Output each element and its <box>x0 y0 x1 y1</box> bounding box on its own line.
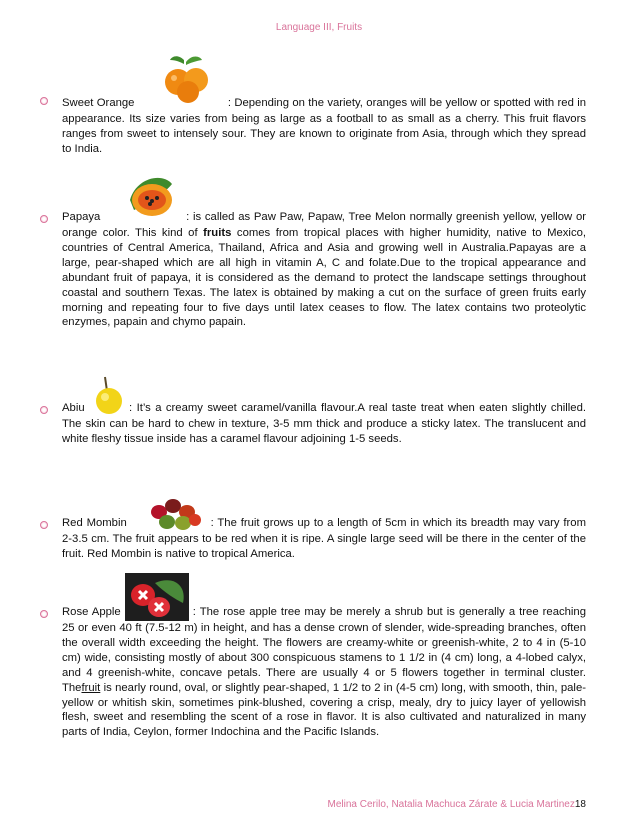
entry-name: Abiu <box>62 402 85 414</box>
entry-name: Rose Apple <box>62 606 121 618</box>
entry-paragraph: Sweet Orange : Depending on the variety, oranges will be yellow or spotted with red in appearance. Its size varies from being as large as a football to as small as a cherry. This fruit flavors ranges from sweet to intensely sour. They are known to originate from Asia, through which they spread to India. <box>62 86 586 157</box>
page-footer <box>0 799 586 810</box>
entry-paragraph: Abiu : It’s a creamy sweet caramel/vanilla flavour.A real taste treat when eaten slightly chilled. The skin can be hard to chew in texture, 3-5 mm thick and produce a sticky latex. The translucent and white fleshy tissue inside has a caramel flavour adjoining 1-5 seeds. <box>62 401 586 447</box>
page-header: Language III, Fruits <box>275 22 363 33</box>
abiu-fruit-icon <box>93 403 123 417</box>
bullet-icon <box>40 610 48 618</box>
bullet-icon <box>40 215 48 223</box>
entry-name: Red Mombin <box>62 517 127 529</box>
orange-fruit-icon <box>156 86 220 112</box>
red-mombin-fruit-icon <box>147 518 203 532</box>
entry-sweet-orange <box>62 86 586 157</box>
entry-name: Sweet Orange <box>62 97 135 109</box>
entry-name: Papaya <box>62 211 101 223</box>
entry-abiu <box>62 401 586 447</box>
entry-paragraph: Rose Apple : The rose apple tree may be merely a shrub but is generally a tree reaching 25 or even 40 ft (7.5-12 m) in height, and has a dense crown of slender, wide-spreading branches, often the overall width exceeding the height. The flowers are creamy-white or greenish-white, 2 to 4 in (5-10 cm) wide, consisting mostly of about 300 conspicuous stamens to 1 1/2 in (4 cm) long, a 4-lobed calyx, and 4 greenish-white, concave petals. There are usually 4 or 5 flowers together in terminal cluster. Thefruit is nearly round, oval, or slightly pear-shaped, 1 1/2 to 2 in (4-5 cm) long, with smooth, thin, pale-yellow or whitish skin, sometimes pink-blushed, covering a crisp, mealy, dry to juicy layer of yellowish flesh, sweet and resembling the scent of a rose in flavor. It is also cultivated and naturalized in many parts of India, Ceylon, former Indochina and the Pacific Islands. <box>62 605 586 740</box>
rose-apple-fruit-icon <box>125 607 189 621</box>
entry-paragraph: Papaya : is called as Paw Paw, Papaw, Tree Melon normally greenish yellow, yellow or orange color. This kind of fruits comes from tropical places with higher humidity, native to Mexico, countries of Central America, Thailand, Africa and Asia and growing well in Australia.Papayas are a large, pear-shaped which are all high in vitamin A, C and folate.Due to the tropical appearance and abundant fruit of papaya, it is considered as the demand to protect the landscape settings throughout coastal and southern Texas. The latex is obtained by making a cut on the surface of green fruits early morning and repeating four to five days until latex ceases to flow. The latex contains two proteolytic enzymes, papain and chymo papain. <box>62 210 586 330</box>
bullet-icon <box>40 97 48 105</box>
bullet-icon <box>40 521 48 529</box>
entry-rose-apple <box>62 605 586 740</box>
page-number: 18 <box>574 799 586 810</box>
entry-red-mombin <box>62 516 586 562</box>
footer-authors: Melina Cerilo, Natalia Machuca Zárate & Lucia Martinez <box>327 799 575 810</box>
papaya-fruit-icon <box>122 212 178 226</box>
entry-paragraph: Red Mombin : The fruit grows up to a length of 5cm in which its breadth may vary from 2-3.5 cm. The fruit appears to be red when it is ripe. A single large seed will be there in the center of the fruit. Red Mombin is native to tropical America. <box>62 516 586 562</box>
bullet-icon <box>40 406 48 414</box>
entry-papaya <box>62 210 586 330</box>
